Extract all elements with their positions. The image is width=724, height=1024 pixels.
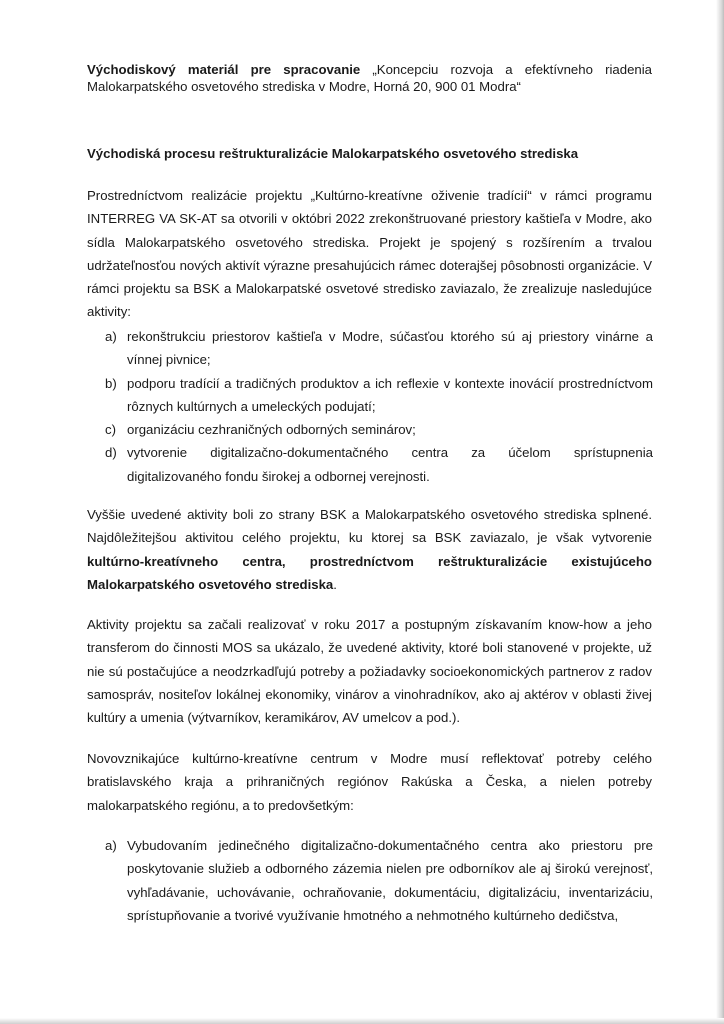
activities-list [105, 325, 653, 488]
list-item [105, 441, 653, 488]
list-item-text: vytvorenie digitalizačno-dokumentačného centra za účelom sprístupnenia digitalizovaného fondu širokej a odbornej verejnosti. [127, 445, 653, 484]
paragraph-results [87, 503, 652, 596]
list-item-text: organizáciu cezhraničných odborných seminárov; [127, 422, 416, 438]
list-item-text: rekonštrukciu priestorov kaštieľa v Modre, súčasťou ktorého sú aj priestory vinárne a vínnej pivnice; [127, 329, 653, 368]
paragraph-requirements: Novovznikajúce kultúrno-kreatívne centrum v Modre musí reflektovať potreby celého bratislavského kraja a prihraničných regiónov Rakúska a Česka, a nielen potreby malokarpatského regiónu, a to predovšetkým: [87, 751, 652, 813]
header-title: „Koncepciu rozvoja a efektívneho riadenia Malokarpatského osvetového strediska v Modre, Horná 20, 900 01 Modra“ [87, 62, 652, 94]
list-marker: a) [105, 838, 117, 853]
list-item [105, 372, 653, 419]
header-bold-label: Východiskový materiál pre spracovanie [87, 62, 361, 77]
scan-edge-shadow [716, 0, 724, 1024]
paragraph-activities: Aktivity projektu sa začali realizovať v roku 2017 a postupným získavaním know-how a jeho transferom do činnosti MOS sa ukázalo, že uvedené aktivity, ktoré boli stanovené v projekte, už nie sú postačujúce a neodzrkadľujú potreby a požiadavky socioekonomických partnerov z radov samospráv, nositeľov lokálnej ekonomiky, vinárov a vinohradníkov, ako aj aktérov v oblasti živej kultúry a umenia (výtvarníkov, keramikárov, AV umelcov a pod.). [87, 617, 652, 726]
list-item-text: Vybudovaním jedinečného digitalizačno-dokumentačného centra ako priestoru pre poskytovanie služieb a odborného zázemia nielen pre odborníkov ale aj širokú verejnosť, vyhľadávanie, uchovávanie, ochraňovanie, dokumentáciu, digitalizáciu, inventarizáciu, sprístupňovanie a tvorivé využívanie hmotného a nehmotného kultúrneho dedičstva, [127, 838, 653, 923]
list-item [105, 418, 653, 441]
list-item [105, 325, 653, 372]
paragraph-results-end: . [333, 576, 337, 592]
section-heading: Východiská procesu reštrukturalizácie Malokarpatského osvetového strediska [87, 146, 579, 161]
document-header [87, 61, 652, 95]
list-marker: c) [105, 422, 116, 438]
paragraph-intro: Prostredníctvom realizácie projektu „Kultúrno-kreatívne oživenie tradícií“ v rámci programu INTERREG VA SK-AT sa otvorili v októbri 2022 zrekonštruované priestory kaštieľa v Modre, ako sídla Malokarpatského osvetového strediska. Projekt je spojený s rozšírením a trvalou udržateľnosťou nových aktivít výrazne presahujúcich rámec doterajšej pôsobnosti organizácie. V rámci projektu sa BSK a Malokarpatské osvetové stredisko zaviazalo, že zrealizuje nasledujúce aktivity: [87, 188, 652, 320]
list-item-text: podporu tradícií a tradičných produktov a ich reflexie v kontexte inovácií prostredníctvom rôznych kultúrnych a umeleckých podujatí; [127, 375, 653, 414]
list-marker: b) [105, 375, 117, 391]
requirements-list [105, 834, 653, 927]
list-marker: d) [105, 445, 117, 461]
list-marker: a) [105, 329, 117, 344]
paragraph-results-text: Vyššie uvedené aktivity boli zo strany BSK a Malokarpatského osvetového strediska splnené. Najdôležitejšou aktivitou celého projektu, ku ktorej sa BSK zaviazalo, je však vytvorenie [87, 507, 652, 546]
scan-bottom-shadow [0, 1018, 724, 1024]
list-item [105, 834, 653, 927]
paragraph-results-emphasis: kultúrno-kreatívneho centra, prostredníctvom reštrukturalizácie existujúceho Malokarpatského osvetového strediska [87, 553, 652, 592]
